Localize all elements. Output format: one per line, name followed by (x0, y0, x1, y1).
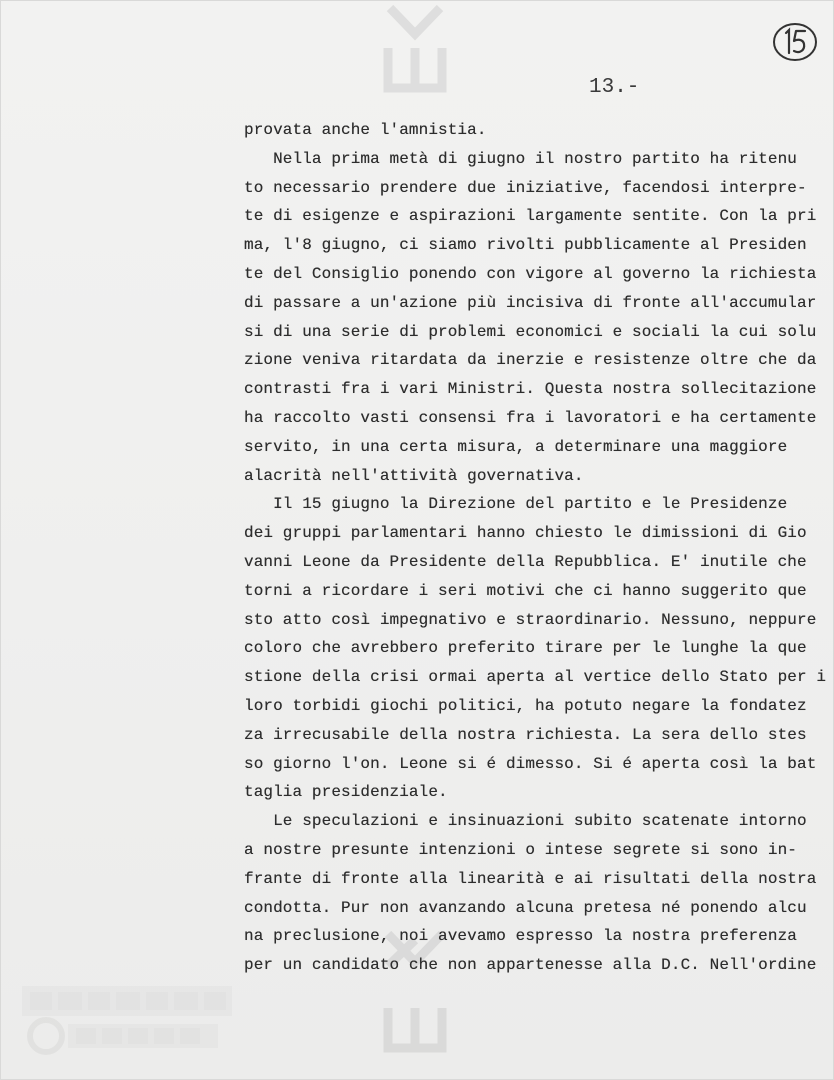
text-line: za irrecusabile della nostra richiesta. La sera dello stes (244, 725, 807, 744)
text-line: Nella prima metà di giugno il nostro partito ha ritenu (244, 149, 797, 168)
text-line: te del Consiglio ponendo con vigore al governo la richiesta (244, 264, 817, 283)
handwritten-page-stamp (770, 20, 820, 64)
text-line: taglia presidenziale. (244, 783, 448, 802)
text-line: per un candidato che non appartenesse alla D.C. Nell'ordine (244, 956, 817, 975)
text-line: torni a ricordare i seri motivi che ci hanno suggerito que (244, 581, 807, 600)
text-line: contrasti fra i vari Ministri. Questa nostra sollecitazione (244, 380, 817, 399)
text-line: vanni Leone da Presidente della Repubblica. E' inutile che (244, 552, 807, 571)
text-line: stione della crisi ormai aperta al vertice dello Stato per i (244, 668, 827, 687)
foundation-logo-watermark-top (360, 0, 470, 110)
text-line: condotta. Pur non avanzando alcuna pretesa né ponendo alcu (244, 898, 807, 917)
text-line: si di una serie di problemi economici e sociali la cui solu (244, 322, 817, 341)
text-line: te di esigenze e aspirazioni largamente sentite. Con la pri (244, 207, 817, 226)
text-line: servito, in una certa misura, a determinare una maggiore (244, 437, 788, 456)
text-line: to necessario prendere due iniziative, facendosi interpre- (244, 178, 807, 197)
text-line: ma, l'8 giugno, ci siamo rivolti pubblicamente al Presiden (244, 236, 807, 255)
text-line: coloro che avrebbero preferito tirare per le lunghe la que (244, 639, 807, 658)
text-line: Le speculazioni e insinuazioni subito scatenate intorno (244, 812, 807, 831)
text-line: frante di fronte alla linearità e ai risultati della nostra (244, 869, 817, 888)
foundation-name-watermark (22, 986, 232, 1056)
text-line: di passare a un'azione più incisiva di fronte all'accumular (244, 293, 817, 312)
text-line: na preclusione, noi avevamo espresso la nostra preferenza (244, 927, 797, 946)
text-line: sto atto così impegnativo e straordinario. Nessuno, neppure (244, 610, 817, 629)
text-line: dei gruppi parlamentari hanno chiesto le dimissioni di Gio (244, 524, 807, 543)
typewritten-body-text (244, 116, 827, 980)
text-line: alacrità nell'attività governativa. (244, 466, 584, 485)
page-number: 13.- (589, 76, 640, 99)
text-line: zione veniva ritardata da inerzie e resistenze oltre che da (244, 351, 817, 370)
text-line: provata anche l'amnistia. (244, 121, 487, 139)
text-line: a nostre presunte intenzioni o intese segrete si sono in- (244, 840, 797, 859)
text-line: so giorno l'on. Leone si é dimesso. Si é aperta così la bat (244, 754, 817, 773)
text-line: ha raccolto vasti consensi fra i lavoratori e ha certamente (244, 408, 817, 427)
text-line: Il 15 giugno la Direzione del partito e le Presidenze (244, 495, 788, 514)
text-line: loro torbidi giochi politici, ha potuto negare la fondatez (244, 696, 807, 715)
